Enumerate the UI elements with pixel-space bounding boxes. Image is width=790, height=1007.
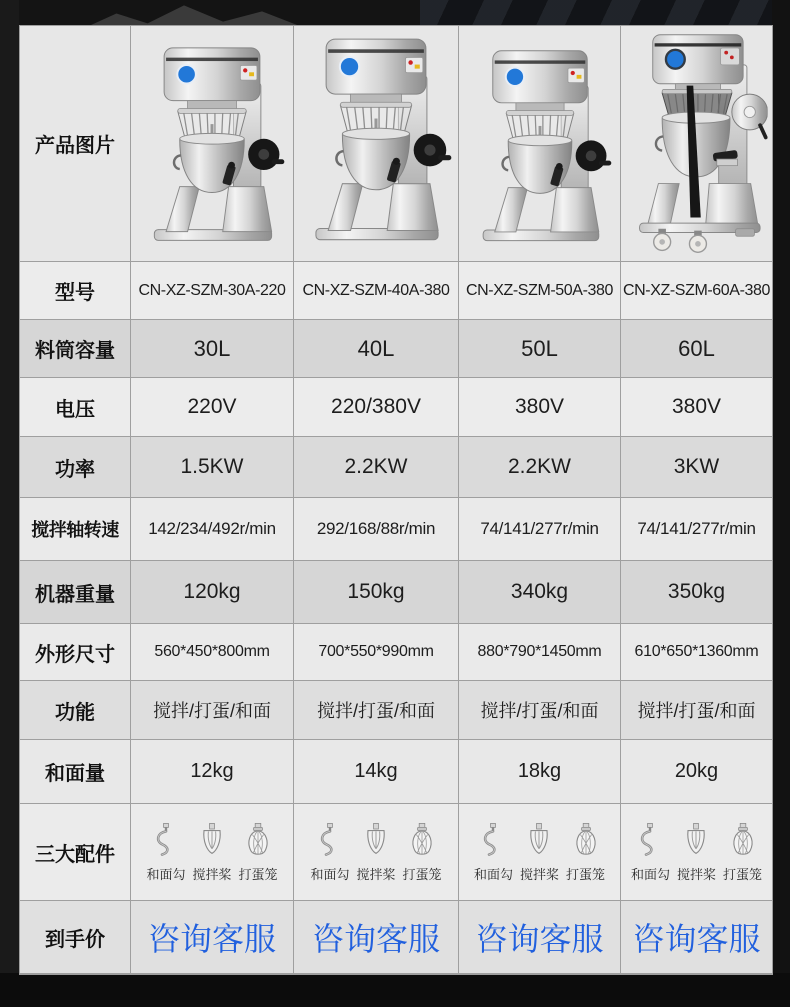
spec-table [19, 25, 773, 975]
paddle-icon [680, 821, 712, 861]
row-label-power: 功率 [20, 437, 131, 498]
weight-col3: 340kg [459, 561, 621, 624]
row-label-capacity: 料筒容量 [20, 320, 131, 378]
power-col3: 2.2KW [459, 437, 621, 498]
row-label-dough-capacity: 和面量 [20, 740, 131, 804]
accessory-label: 打蛋笼 [566, 867, 606, 882]
consult-service-col4[interactable]: 咨询客服 [621, 901, 772, 974]
whisk-icon [406, 821, 438, 861]
functions-col1: 搅拌/打蛋/和面 [131, 681, 294, 740]
mixer-image-50l [465, 45, 615, 257]
speed-col3: 74/141/277r/min [459, 498, 621, 561]
accessory-label: 和面勾 [310, 867, 350, 882]
accessory-label: 打蛋笼 [238, 867, 278, 882]
product-cell-60l [621, 26, 772, 262]
voltage-col2: 220/380V [294, 378, 459, 437]
mixer-image-60l [624, 31, 770, 257]
model-col3: CN-XZ-SZM-50A-380 [459, 262, 621, 320]
accessories-col1 [131, 804, 294, 901]
model-col4: CN-XZ-SZM-60A-380 [621, 262, 772, 320]
row-label-dimensions: 外形尺寸 [20, 624, 131, 681]
accessory-label: 搅拌桨 [519, 867, 559, 882]
whisk-icon [727, 821, 759, 861]
row-label-model: 型号 [20, 262, 131, 320]
background-bottom-band [0, 973, 790, 1007]
dough-hook-icon [477, 821, 509, 861]
dough-col4: 20kg [621, 740, 772, 804]
paddle-icon [196, 821, 228, 861]
paddle-icon [360, 821, 392, 861]
mixer-image-30l [137, 42, 287, 257]
dough-hook-icon [634, 821, 666, 861]
dimensions-col3: 880*790*1450mm [459, 624, 621, 681]
accessory-label: 搅拌桨 [676, 867, 716, 882]
dough-col3: 18kg [459, 740, 621, 804]
accessory-label: 打蛋笼 [402, 867, 442, 882]
capacity-col3: 50L [459, 320, 621, 378]
consult-service-col1[interactable]: 咨询客服 [131, 901, 294, 974]
product-cell-40l [294, 26, 459, 262]
row-label-shaft-speed: 搅拌轴转速 [20, 498, 131, 561]
voltage-col3: 380V [459, 378, 621, 437]
row-label-price: 到手价 [20, 901, 131, 974]
accessories-col2 [294, 804, 459, 901]
accessory-label: 和面勾 [473, 867, 513, 882]
dough-hook-icon [150, 821, 182, 861]
accessories-col4 [621, 804, 772, 901]
weight-col4: 350kg [621, 561, 772, 624]
capacity-col1: 30L [131, 320, 294, 378]
weight-col2: 150kg [294, 561, 459, 624]
voltage-col4: 380V [621, 378, 772, 437]
whisk-icon [570, 821, 602, 861]
row-label-voltage: 电压 [20, 378, 131, 437]
voltage-col1: 220V [131, 378, 294, 437]
background-right-band [772, 0, 790, 973]
dough-hook-icon [314, 821, 346, 861]
row-label-accessories: 三大配件 [20, 804, 131, 901]
power-col1: 1.5KW [131, 437, 294, 498]
dimensions-col4: 610*650*1360mm [621, 624, 772, 681]
whisk-icon [242, 821, 274, 861]
model-col1: CN-XZ-SZM-30A-220 [131, 262, 294, 320]
dimensions-col2: 700*550*990mm [294, 624, 459, 681]
capacity-col4: 60L [621, 320, 772, 378]
power-col4: 3KW [621, 437, 772, 498]
background-left-band [0, 0, 19, 973]
row-label-functions: 功能 [20, 681, 131, 740]
functions-col3: 搅拌/打蛋/和面 [459, 681, 621, 740]
capacity-col2: 40L [294, 320, 459, 378]
accessories-col3 [459, 804, 621, 901]
dough-col1: 12kg [131, 740, 294, 804]
model-col2: CN-XZ-SZM-40A-380 [294, 262, 459, 320]
accessory-label: 打蛋笼 [723, 867, 763, 882]
speed-col2: 292/168/88r/min [294, 498, 459, 561]
speed-col4: 74/141/277r/min [621, 498, 772, 561]
product-cell-50l [459, 26, 621, 262]
dough-col2: 14kg [294, 740, 459, 804]
dimensions-col1: 560*450*800mm [131, 624, 294, 681]
paddle-icon [523, 821, 555, 861]
background-shape [420, 0, 780, 27]
functions-col4: 搅拌/打蛋/和面 [621, 681, 772, 740]
functions-col2: 搅拌/打蛋/和面 [294, 681, 459, 740]
row-label-weight: 机器重量 [20, 561, 131, 624]
row-label-product-image: 产品图片 [20, 26, 131, 262]
accessory-label: 和面勾 [630, 867, 670, 882]
product-cell-30l [131, 26, 294, 262]
accessory-label: 搅拌桨 [192, 867, 232, 882]
weight-col1: 120kg [131, 561, 294, 624]
speed-col1: 142/234/492r/min [131, 498, 294, 561]
power-col2: 2.2KW [294, 437, 459, 498]
accessory-label: 搅拌桨 [356, 867, 396, 882]
mixer-image-40l [297, 33, 455, 257]
consult-service-col3[interactable]: 咨询客服 [459, 901, 621, 974]
accessory-label: 和面勾 [146, 867, 186, 882]
consult-service-col2[interactable]: 咨询客服 [294, 901, 459, 974]
